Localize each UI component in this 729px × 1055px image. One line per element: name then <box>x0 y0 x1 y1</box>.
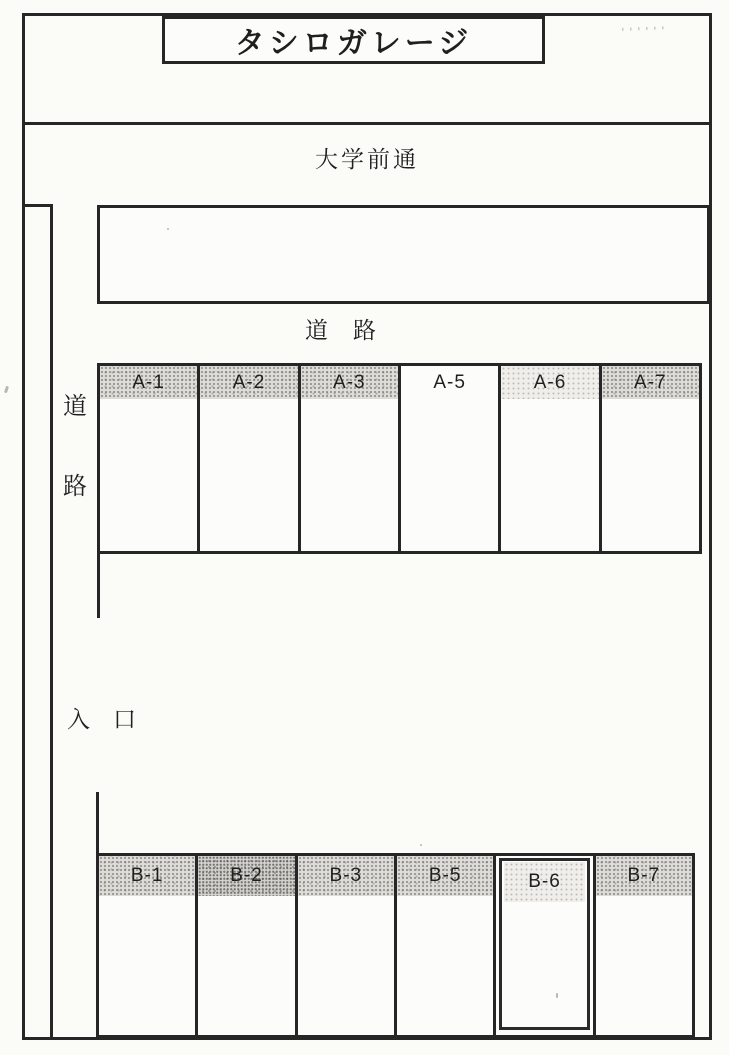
parking-stall-B-7 <box>596 856 692 1035</box>
parking-stall-A-6 <box>501 366 601 551</box>
stall-label: A-6 <box>533 371 567 393</box>
scan-speck <box>556 993 558 998</box>
stall-label: B-1 <box>130 865 164 886</box>
stall-label: A-7 <box>634 371 667 393</box>
left-road-corridor <box>22 204 53 1040</box>
stall-header-band <box>602 366 699 399</box>
stall-header-band <box>298 856 394 896</box>
stall-header-band <box>501 366 598 399</box>
parking-row-a <box>97 363 702 554</box>
parking-stall-B-3 <box>298 856 397 1035</box>
stall-label: A-1 <box>132 371 165 393</box>
parking-stall-A-2 <box>200 366 300 551</box>
entrance-label: 入 口 <box>67 706 136 732</box>
parking-stall-B-5 <box>397 856 496 1035</box>
street-band-divider <box>22 122 712 125</box>
parking-stall-B-6 <box>496 856 595 1035</box>
courtyard-left-edge-lower <box>96 792 99 853</box>
upper-empty-block <box>97 205 710 304</box>
stall-header-band <box>596 856 692 896</box>
scan-speck <box>167 228 169 230</box>
stall-header-band <box>301 366 398 399</box>
road-label-vertical <box>63 386 87 501</box>
scan-speck <box>420 844 422 846</box>
stall-label: B-2 <box>230 865 263 886</box>
garage-title: タシロガレージ <box>234 27 473 60</box>
parking-stall-A-1 <box>100 366 200 551</box>
scan-speck <box>4 386 9 394</box>
stall-header-band <box>200 366 297 399</box>
garage-title-box <box>162 16 545 64</box>
parking-stall-A-5 <box>401 366 501 551</box>
stall-label: B-6 <box>528 871 561 892</box>
stall-header-band <box>198 856 294 896</box>
stall-label: A-5 <box>433 371 466 393</box>
road-label-char-2: 路 <box>63 473 87 500</box>
street-name-label: 大学前通 <box>315 146 419 172</box>
courtyard-left-edge-upper <box>97 554 100 618</box>
road-label-horizontal: 道 路 <box>305 317 377 343</box>
stall-label: B-3 <box>329 865 363 886</box>
stall-label: A-2 <box>232 371 266 393</box>
stall-header-band <box>401 366 498 399</box>
parking-stall-B-1 <box>99 856 198 1035</box>
parking-stall-A-7 <box>602 366 699 551</box>
stall-label: B-7 <box>627 865 661 886</box>
stall-header-band <box>100 366 197 399</box>
stall-header-band <box>397 856 493 896</box>
road-label-char-1: 道 <box>63 393 87 420</box>
stall-label: A-3 <box>333 371 366 393</box>
stall-header-band <box>504 862 584 902</box>
stall-label: B-5 <box>428 865 462 886</box>
parking-row-b <box>96 853 695 1038</box>
parking-stall-A-3 <box>301 366 401 551</box>
parking-stall-B-2 <box>198 856 297 1035</box>
stall-header-band <box>99 856 195 896</box>
